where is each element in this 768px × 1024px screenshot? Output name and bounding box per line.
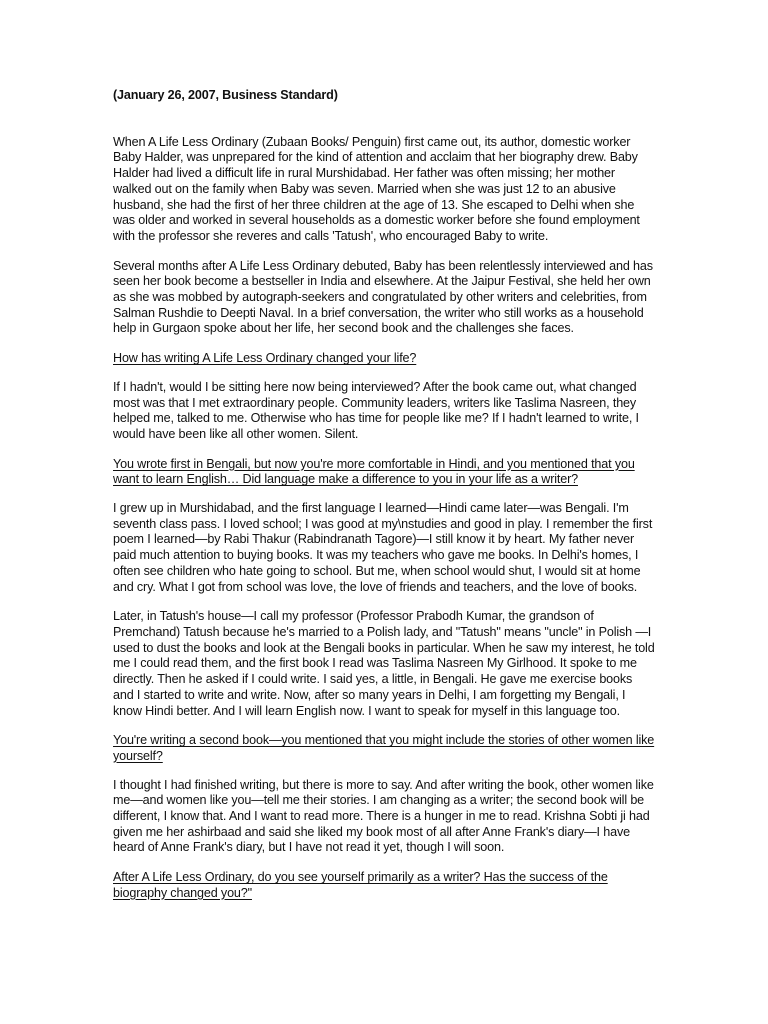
interview-question: How has writing A Life Less Ordinary changed your life?	[113, 351, 417, 366]
intro-paragraph: When A Life Less Ordinary (Zubaan Books/ Penguin) first came out, its author, domestic worker Baby Halder, was unprepared for the kind of attention and acclaim that her biography drew. Baby Halder had lived a difficult life in rural Murshidabad. Her father was often missing; her mother walked out on the family when Baby was seven. Married when she was just 12 to an abusive husband, she had the first of her three children at the age of 13. She escaped to Delhi when she was older and worked in several households as a domestic worker before she found employment with the professor she reveres and calls 'Tatush', who encouraged Baby to write.	[113, 134, 640, 243]
dateline: (January 26, 2007, Business Standard)	[113, 88, 338, 102]
interview-answer: I grew up in Murshidabad, and the first language I learned—Hindi came later—was Bengali. I'm seventh class pass. I loved school; I was good at my\nstudies and good in play. I remember the first poem I learned—by Rabi Thakur (Rabindranath Tagore)—I still know it by heart. My father never paid much attention to buying books. It was my teachers who gave me books. In Delhi's homes, I often see children who hate going to school. But me, when school would shut, I would sit at home and cry. What I got from school was love, the love of friends and teachers, and the love of books.	[113, 501, 653, 594]
interview-question: You wrote first in Bengali, but now you're more comfortable in Hindi, and you mentioned that you want to learn English… Did language make a difference to you in your life as a writer?	[113, 456, 635, 487]
interview-answer: If I hadn't, would I be sitting here now being interviewed? After the book came out, what changed most was that I met extraordinary people. Community leaders, writers like Taslima Nasreen, they helped me, talked to me. Otherwise who has time for people like me? If I hadn't learned to write, I would have been like all other women. Silent.	[113, 379, 639, 441]
interview-question: After A Life Less Ordinary, do you see yourself primarily as a writer? Has the success of the biography changed you?"	[113, 870, 608, 900]
intro-paragraph: Several months after A Life Less Ordinary debuted, Baby has been relentlessly interviewed and has seen her book become a bestseller in India and elsewhere. At the Jaipur Festival, she held her own as she was mobbed by autograph-seekers and congratulated by other writers and celebrities, from Salman Rushdie to Deepti Naval. In a brief conversation, the writer who still works as a household help in Gurgaon spoke about her life, her second book and the challenges she faces.	[113, 258, 653, 336]
interview-answer: Later, in Tatush's house—I call my professor (Professor Prabodh Kumar, the grandson of Premchand) Tatush because he's married to a Polish lady, and "Tatush" means "uncle" in Polish —I used to dust the books and look at the Bengali books in particular. When he saw my interest, he told me I could read them, and the first book I read was Taslima Nasreen My Girlhood. It spoke to me directly. Then he asked if I could write. I said yes, a little, in Bengali. He gave me exercise books and I started to write and write. Now, after so many years in Delhi, I am forgetting my Bengali, I know Hindi better. And I will learn English now. I want to speak for myself in this language too.	[113, 609, 655, 718]
interview-question: You're writing a second book—you mentioned that you might include the stories of other women like yourself?	[113, 733, 655, 763]
interview-answer: I thought I had finished writing, but there is more to say. And after writing the book, other women like me—and women like you—tell me their stories. I am changing as a writer; the second book will be different, I know that. And I want to read more. There is a hunger in me to read. Krishna Sobti ji had given me her ashirbaad and said she liked my book most of all after Anne Frank's diary—I have heard of Anne Frank's diary, but I have not read it yet, though I will soon.	[113, 777, 654, 855]
document-page	[113, 88, 656, 915]
